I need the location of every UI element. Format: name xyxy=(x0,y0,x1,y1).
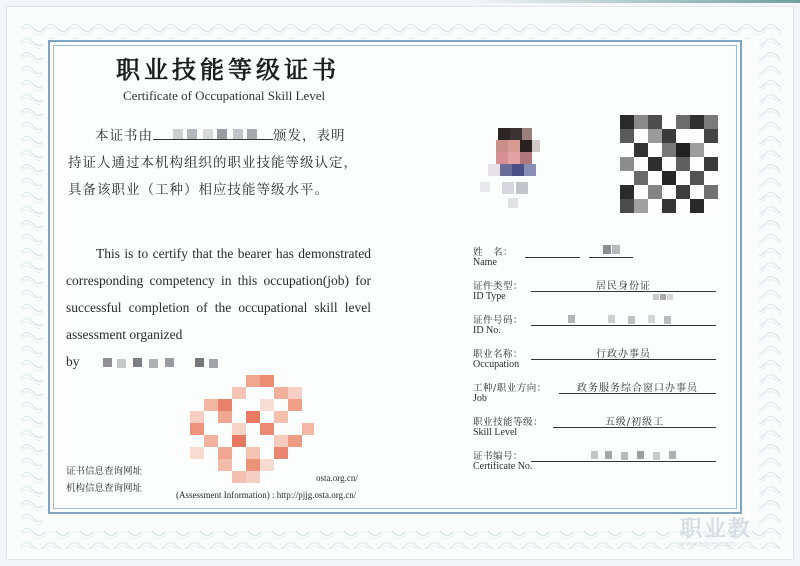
field-skill-level-value: 五级/初级工 xyxy=(604,417,665,428)
issuer-blank xyxy=(153,127,273,140)
verify-labels xyxy=(66,463,142,497)
field-certificate-no-label-en: Certificate No. xyxy=(473,461,533,472)
field-occupation-value: 行政办事员 xyxy=(596,349,651,360)
field-occupation-label-en: Occupation xyxy=(473,359,520,370)
field-occupation-label-cn: 职业名称： xyxy=(473,349,524,360)
organization-query-url: (Assessment Information) : http://pjjg.osta.org.cn/ xyxy=(176,490,357,500)
field-certificate-no-label-cn: 证书编号： xyxy=(473,451,524,462)
field-job-label-en: Job xyxy=(473,393,487,404)
field-certificate-no-line xyxy=(531,461,716,462)
field-skill-level-label-cn: 职业技能等级： xyxy=(473,417,544,428)
field-job-value: 政务服务综合窗口办事员 xyxy=(577,383,698,394)
redacted-id-no-mosaic xyxy=(568,315,678,324)
field-id-no-line xyxy=(531,325,716,326)
field-id-type-value: 居民身份证 xyxy=(596,281,651,292)
redacted-organizer-mosaic xyxy=(83,358,233,368)
statement-cn-line2: 持证人通过本机构组织的职业技能等级认定， xyxy=(68,155,358,171)
field-name-line-2 xyxy=(589,257,633,258)
statement-cn-line3: 具备该职业（工种）相应技能等级水平。 xyxy=(68,182,329,198)
certificate-title-en: Certificate of Occupational Skill Level xyxy=(123,88,326,103)
holder-photo-pixelated xyxy=(480,120,555,212)
holder-info-fields xyxy=(473,240,718,478)
statement-cn xyxy=(68,123,388,204)
field-job xyxy=(473,376,718,410)
field-id-no-label-cn: 证件号码： xyxy=(473,315,524,326)
statement-en-by: by xyxy=(66,354,80,369)
field-id-type-label-en: ID Type xyxy=(473,291,506,302)
certificate-query-url: osta.org.cn/ xyxy=(316,473,358,483)
watermark-url: www.eduei.com xyxy=(680,540,736,548)
field-id-no-label-en: ID No. xyxy=(473,325,501,336)
statement-en-last-line xyxy=(66,348,371,375)
statement-en xyxy=(66,240,371,375)
field-skill-level-label-en: Skill Level xyxy=(473,427,518,438)
field-name-label-en: Name xyxy=(473,257,497,268)
statement-cn-line1 xyxy=(68,123,388,150)
statement-en-text: This is to certify that the bearer has demonstrated corresponding competency in this occupation(job) for successful completion of the occupational skill level assessment organized xyxy=(66,246,371,342)
field-certificate-no xyxy=(473,444,718,478)
field-name-label-cn: 姓 名： xyxy=(473,247,514,258)
qr-code-pixelated xyxy=(620,115,720,215)
id-type-stray-mosaic xyxy=(653,294,679,300)
field-id-type-label-cn: 证件类型： xyxy=(473,281,524,292)
field-id-no xyxy=(473,308,718,342)
field-id-type xyxy=(473,274,718,308)
field-job-label-cn: 工种/职业方向： xyxy=(473,383,547,394)
field-name-line-1 xyxy=(525,257,580,258)
verify-organization-label: 机构信息查询网址 xyxy=(66,483,143,494)
verify-urls xyxy=(176,470,358,504)
field-name xyxy=(473,240,718,274)
scan-edge-streak xyxy=(470,0,800,3)
certificate-title-cn: 职业技能等级证书 xyxy=(116,55,340,84)
verify-certificate-label: 证书信息查询网址 xyxy=(66,466,143,477)
redacted-issuer-mosaic xyxy=(173,129,263,139)
redacted-certificate-no-mosaic xyxy=(591,451,701,460)
statement-cn-suffix: 颁发，表明 xyxy=(273,128,346,144)
redacted-name-mosaic xyxy=(603,245,625,254)
field-skill-level xyxy=(473,410,718,444)
site-watermark-logo xyxy=(680,512,752,548)
watermark-text: 职业教 xyxy=(680,517,753,542)
field-occupation xyxy=(473,342,718,376)
statement-cn-prefix: 本证书由 xyxy=(95,128,153,144)
